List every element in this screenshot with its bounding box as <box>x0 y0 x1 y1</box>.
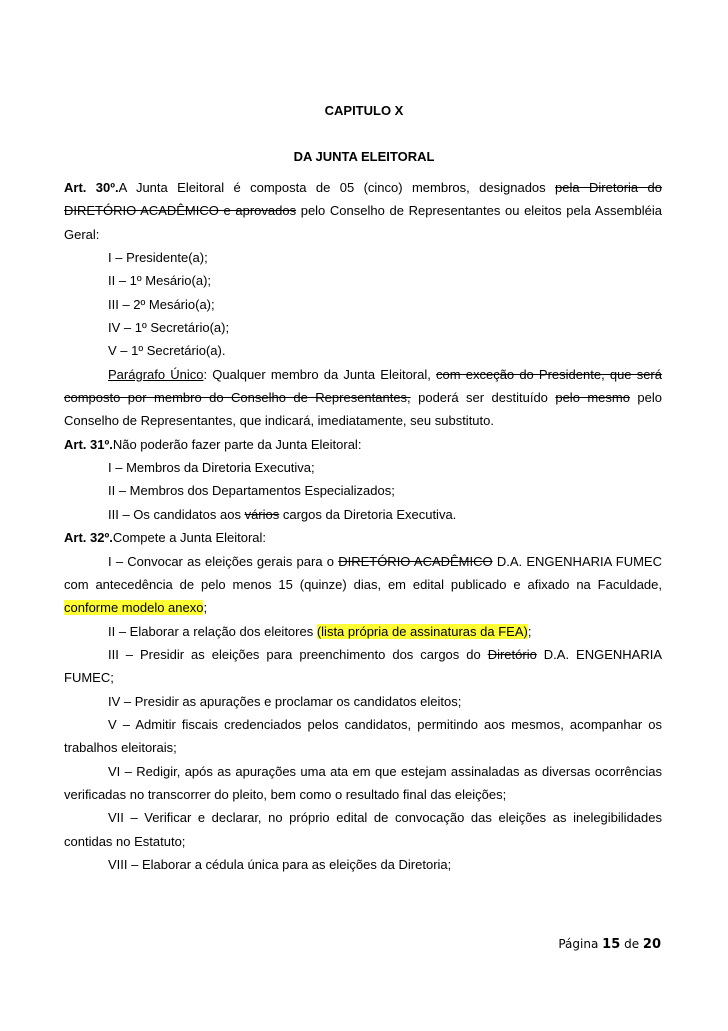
list-item: I – Convocar as eleições gerais para o DIRETÓRIO ACADÊMICO D.A. ENGENHARIA FUMEC com antecedência de pelo menos 15 (quinze) dias, em edital publicado e afixado na Faculdade, conforme modelo anexo; <box>64 553 662 616</box>
page-footer <box>558 937 661 952</box>
article-32: Art. 32º.Compete a Junta Eleitoral: <box>64 530 267 546</box>
struck-text: Diretório <box>487 646 537 662</box>
page-word: Página <box>558 937 599 951</box>
struck-text: com exceção do Presidente, que será composto por membro do Conselho de Representantes, <box>64 366 662 406</box>
list-item: VIII – Elaborar a cédula única para as eleições da Diretoria; <box>108 856 452 872</box>
list-item: V – 1º Secretário(a). <box>108 343 226 359</box>
paragrafo-label: Parágrafo Único <box>108 366 204 382</box>
list-item: IV – 1º Secretário(a); <box>108 320 230 336</box>
paragrafo-unico: Parágrafo Único: Qualquer membro da Junta Eleitoral, com exceção do Presidente, que será composto por membro do Conselho de Representantes, poderá ser destituído pelo mesmo pelo Conselho de Representantes, que indicará, imediatamente, seu substituto. <box>64 366 662 429</box>
of-word: de <box>624 937 640 951</box>
page-number: 15 <box>602 937 621 952</box>
list-item: V – Admitir fiscais credenciados pelos candidatos, permitindo aos mesmos, acompanhar os trabalhos eleitorais; <box>64 716 662 756</box>
list-item: III – 2º Mesário(a); <box>108 296 215 312</box>
highlighted-text: (lista própria de assinaturas da FEA) <box>316 623 528 639</box>
list-item: VI – Redigir, após as apurações uma ata em que estejam assinaladas as diversas ocorrências verificadas no transcorrer do pleito, bem como o resultado final das eleições; <box>64 763 662 802</box>
list-item: II – Membros dos Departamentos Especializados; <box>108 483 395 499</box>
total-pages: 20 <box>642 937 661 952</box>
highlighted-text: conforme modelo anexo <box>64 600 204 616</box>
chapter-heading: CAPITULO X <box>324 103 404 118</box>
list-item: I – Presidente(a); <box>108 250 208 266</box>
list-item: IV – Presidir as apurações e proclamar os candidatos eleitos; <box>108 693 462 709</box>
document-body <box>64 176 662 876</box>
section-title: DA JUNTA ELEITORAL <box>293 149 435 164</box>
list-item: III – Os candidatos aos vários cargos da Diretoria Executiva. <box>108 506 457 522</box>
list-item: III – Presidir as eleições para preenchimento dos cargos do Diretório D.A. ENGENHARIA FUMEC; <box>64 646 662 686</box>
article-label: Art. 31º. <box>64 436 113 452</box>
struck-text: DIRETÓRIO ACADÊMICO <box>338 553 493 569</box>
struck-text: pelo mesmo <box>555 390 630 406</box>
list-item: I – Membros da Diretoria Executiva; <box>108 460 315 476</box>
struck-text: pela Diretoria do DIRETÓRIO ACADÊMICO e aprovados <box>64 180 662 219</box>
struck-text: vários <box>244 506 280 522</box>
article-label: Art. 30º. <box>64 180 119 195</box>
article-label: Art. 32º. <box>64 530 113 546</box>
list-item: II – 1º Mesário(a); <box>108 273 212 289</box>
list-item: II – Elaborar a relação dos eleitores (lista própria de assinaturas da FEA); <box>108 623 532 639</box>
article-30: Art. 30º.A Junta Eleitoral é composta de 05 (cinco) membros, designados pela Diretoria do DIRETÓRIO ACADÊMICO e aprovados pelo Conselho de Representantes ou eleitos pela Assembléia Geral: <box>64 180 662 242</box>
list-item: VII – Verificar e declarar, no próprio edital de convocação das eleições as inelegibilidades contidas no Estatuto; <box>64 810 662 849</box>
article-31: Art. 31º.Não poderão fazer parte da Junta Eleitoral: <box>64 436 362 452</box>
